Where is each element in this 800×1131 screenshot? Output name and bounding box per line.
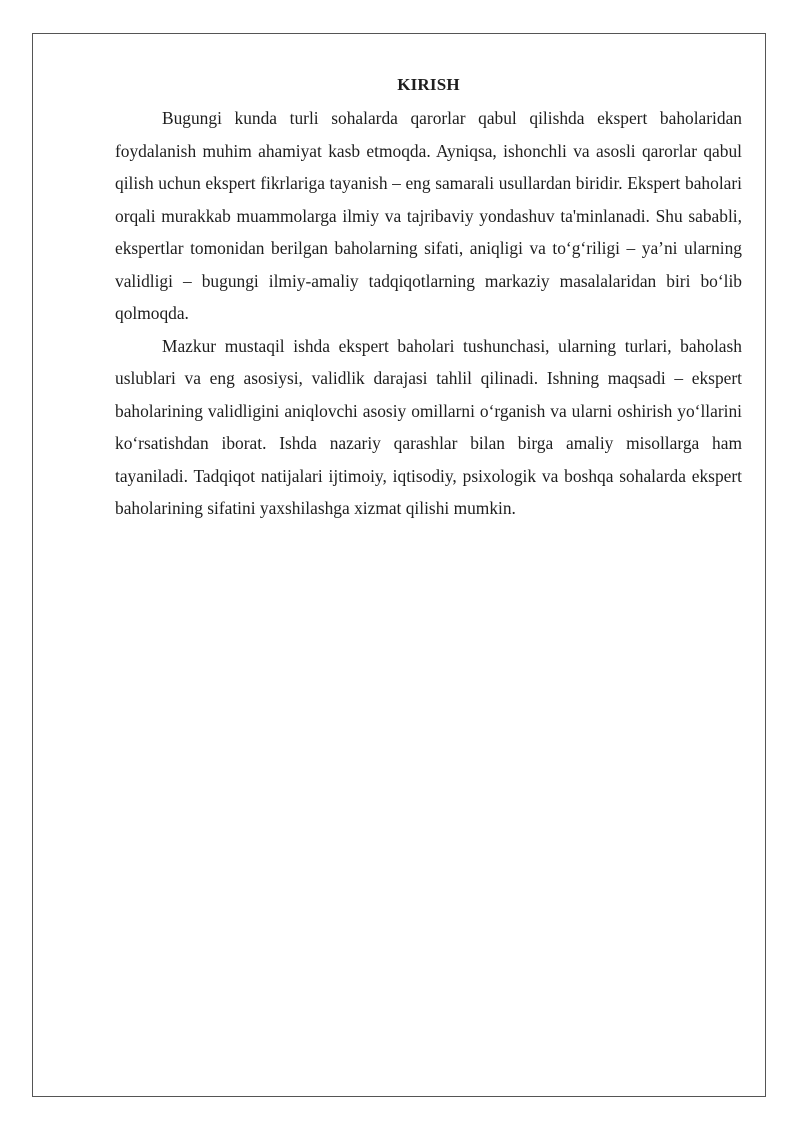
intro-paragraph-1: Bugungi kunda turli sohalarda qarorlar qabul qilishda ekspert baholaridan foydalanish muhim ahamiyat kasb etmoqda. Ayniqsa, ishonchli va asosli qarorlar qabul qilish uchun ekspert fikrlariga tayanish – eng samarali usullardan biridir. Ekspert baholari orqali murakkab muammolarga ilmiy va tajribaviy yondashuv ta'minlanadi. Shu sababli, ekspertlar tomonidan berilgan baholarning sifati, aniqligi va to‘g‘riligi – ya’ni ularning validligi – bugungi ilmiy-amaliy tadqiqotlarning markaziy masalalaridan biri bo‘lib qolmoqda. [115,108,742,323]
section-title: KIRISH [397,75,460,94]
document-body [115,72,742,525]
intro-paragraph-2: Mazkur mustaqil ishda ekspert baholari tushunchasi, ularning turlari, baholash uslublari va eng asosiysi, validlik darajasi tahlil qilinadi. Ishning maqsadi – ekspert baholarining validligini aniqlovchi asosiy omillarni o‘rganish va ularni oshirish yo‘llarini ko‘rsatishdan iborat. Ishda nazariy qarashlar bilan birga amaliy misollarga ham tayaniladi. Tadqiqot natijalari ijtimoiy, iqtisodiy, psixologik va boshqa sohalarda ekspert baholarining sifatini yaxshilashga xizmat qilishi mumkin. [115,335,742,518]
